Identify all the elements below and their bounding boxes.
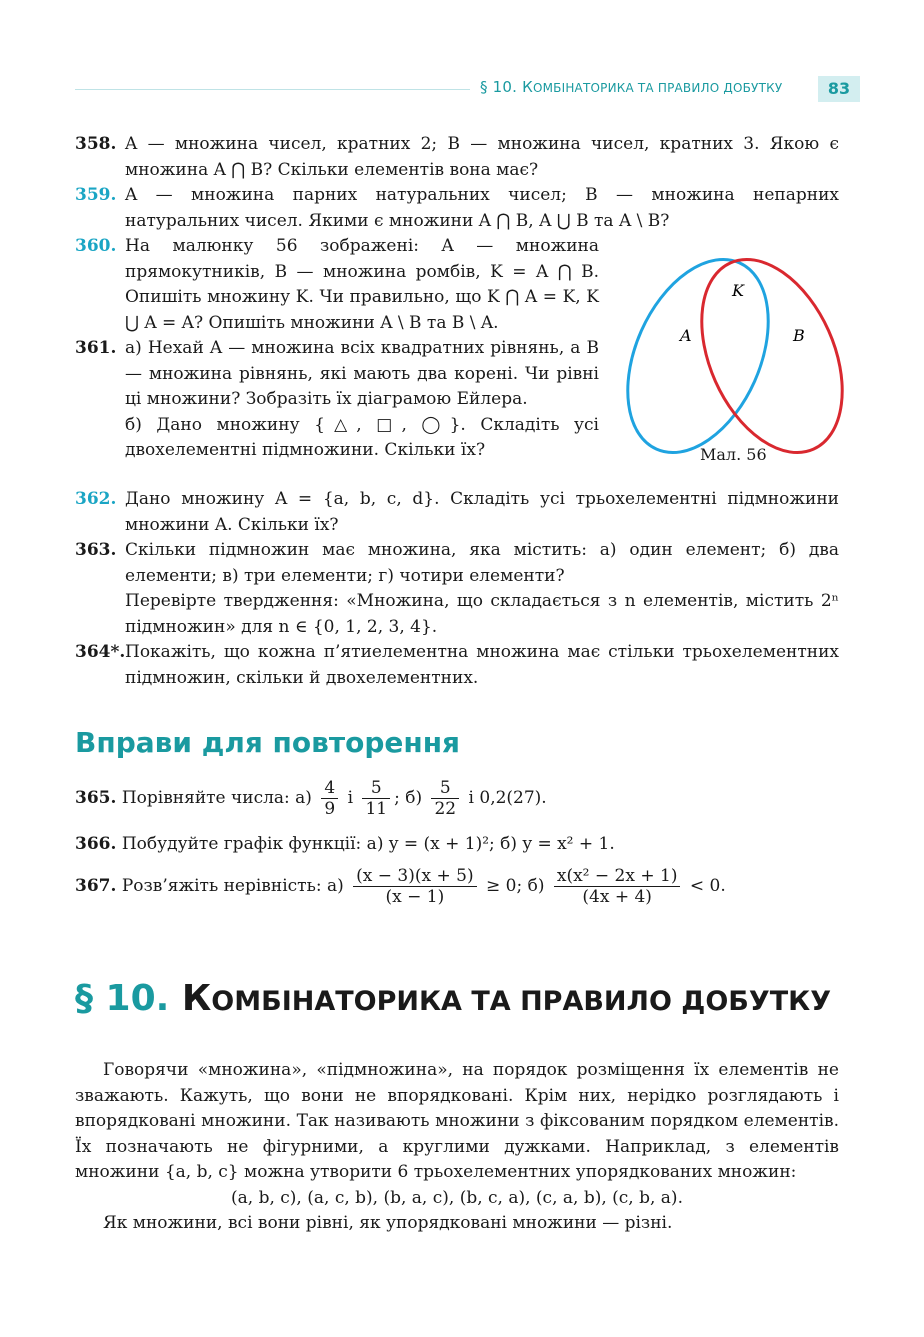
inequality-a-fraction <box>353 866 476 907</box>
section-number: § 10. <box>75 978 170 1019</box>
paragraph-conclusion: Як множини, всі вони рівні, як упорядковані множини — різні. <box>103 1213 673 1233</box>
set-k-label: K <box>732 281 744 300</box>
problem-number: 364*. <box>75 642 126 662</box>
problem-number: 359. <box>75 185 117 205</box>
denominator: (4x + 4) <box>582 887 652 907</box>
problem-367 <box>75 866 726 907</box>
header-section-number: § 10. <box>480 78 518 96</box>
problem-tail: < 0. <box>689 876 726 896</box>
section-title-rest: ОМБІНАТОРИКА ТА ПРАВИЛО ДОБУТКУ <box>211 986 832 1017</box>
denominator: 9 <box>324 799 336 819</box>
problem-361 <box>75 336 599 464</box>
inequality-b-fraction <box>554 866 681 907</box>
fraction-4-9 <box>321 778 338 819</box>
fraction-5-22 <box>431 778 459 819</box>
problem-text: A — множина парних натуральних чисел; B — множина непарних натуральних чисел. Якими є множини A ⋂ B, A ⋃ B та A \ B? <box>125 185 839 231</box>
problem-358 <box>75 132 839 183</box>
problem-number: 365. <box>75 788 117 808</box>
section-title <box>75 978 831 1019</box>
set-b-label: B <box>793 326 805 345</box>
paragraph-intro: Говорячи «множина», «підмножина», на порядок розміщення їх елементів не зважають. Кажуть, що вони не впорядковані. Крім них, нерідко розглядають і впорядковані множини. Так називають множини з фіксованим порядком елементів. Їх позначають не фігурними, а круглими дужками. Наприклад, з елементів множини {a, b, c} можна утворити 6 трьохелементних упорядкованих множин: <box>75 1060 839 1182</box>
problem-intro: Порівняйте числа: а) <box>121 788 312 808</box>
problem-text: Побудуйте графік функції: а) y = (x + 1)²; б) y = x² + 1. <box>121 834 615 854</box>
problem-text-b: б) Дано множину {△, □, ◯}. Складіть усі двохелементні підмножини. Скільки їх? <box>125 414 599 460</box>
denominator: (x − 1) <box>385 887 445 907</box>
numerator: 5 <box>362 778 390 799</box>
problem-mid: ≥ 0; б) <box>486 876 545 896</box>
figure-caption: Мал. 56 <box>700 445 767 464</box>
problem-363 <box>75 538 839 640</box>
review-heading: Вправи для повторення <box>75 726 461 759</box>
header-rule <box>75 89 470 90</box>
header-title-cap: К <box>522 78 533 96</box>
problem-366 <box>75 834 615 854</box>
set-a-label: A <box>680 326 692 345</box>
denominator: 22 <box>434 799 457 819</box>
problem-360 <box>75 234 599 336</box>
problem-text: A — множина чисел, кратних 2; B — множина чисел, кратних 3. Якою є множина A ⋂ B? Скільки елементів вона має? <box>125 134 839 180</box>
denominator: 11 <box>365 799 388 819</box>
problem-text: Покажіть, що кожна п’ятиелементна множина має стільки трьохелементних підмножин, скільки й двохелементних. <box>125 642 839 688</box>
problem-tail: і 0,2(27). <box>468 788 547 808</box>
running-header <box>480 78 782 96</box>
page-number: 83 <box>818 76 860 102</box>
problem-364 <box>75 640 839 691</box>
problem-text: Дано множину A = {a, b, c, d}. Складіть усі трьохелементні підмножини множини A. Скільки їх? <box>125 489 839 535</box>
problem-number: 362. <box>75 489 117 509</box>
problem-number: 361. <box>75 338 117 358</box>
problem-text-b: Перевірте твердження: «Множина, що складається з n елементів, містить 2ⁿ підмножин» для n ∈ {0, 1, 2, 3, 4}. <box>125 591 839 637</box>
euler-diagram <box>620 248 850 468</box>
problem-number: 358. <box>75 134 117 154</box>
numerator: x(x² − 2x + 1) <box>554 866 681 887</box>
problem-365 <box>75 778 547 819</box>
problem-number: 366. <box>75 834 117 854</box>
section-body <box>75 1058 839 1237</box>
problem-number: 363. <box>75 540 117 560</box>
problem-intro: Розв’яжіть нерівність: а) <box>121 876 344 896</box>
header-title-rest: ОМБІНАТОРИКА ТА ПРАВИЛО ДОБУТКУ <box>532 81 783 95</box>
ordered-sets-list: (a, b, c), (a, c, b), (b, a, c), (b, c, a), (c, a, b), (c, b, a). <box>231 1187 683 1208</box>
fraction-5-11 <box>362 778 390 819</box>
numerator: 4 <box>321 778 338 799</box>
part-b-label: ; б) <box>394 788 423 808</box>
conjunction: і <box>347 788 354 808</box>
problem-359 <box>75 183 839 234</box>
numerator: 5 <box>431 778 459 799</box>
numerator: (x − 3)(x + 5) <box>353 866 476 887</box>
section-title-cap: К <box>181 978 212 1019</box>
problem-text: На малюнку 56 зображені: A — множина прямокутників, B — множина ромбів, K = A ⋂ B. Опишіть множину K. Чи правильно, що K ⋂ A = K, K ⋃ A = A? Опишіть множини A \ B та B \ A. <box>125 236 599 333</box>
problem-number: 360. <box>75 236 117 256</box>
problem-text-a: а) Нехай A — множина всіх квадратних рівнянь, а B — множина рівнянь, які мають два корені. Чи рівні ці множини? Зобразіть їх діаграмою Ейлера. <box>125 338 599 409</box>
problem-362 <box>75 487 839 538</box>
problem-text-a: Скільки підмножин має множина, яка містить: а) один елемент; б) два елементи; в) три елементи; г) чотири елементи? <box>125 540 839 586</box>
problem-number: 367. <box>75 876 117 896</box>
